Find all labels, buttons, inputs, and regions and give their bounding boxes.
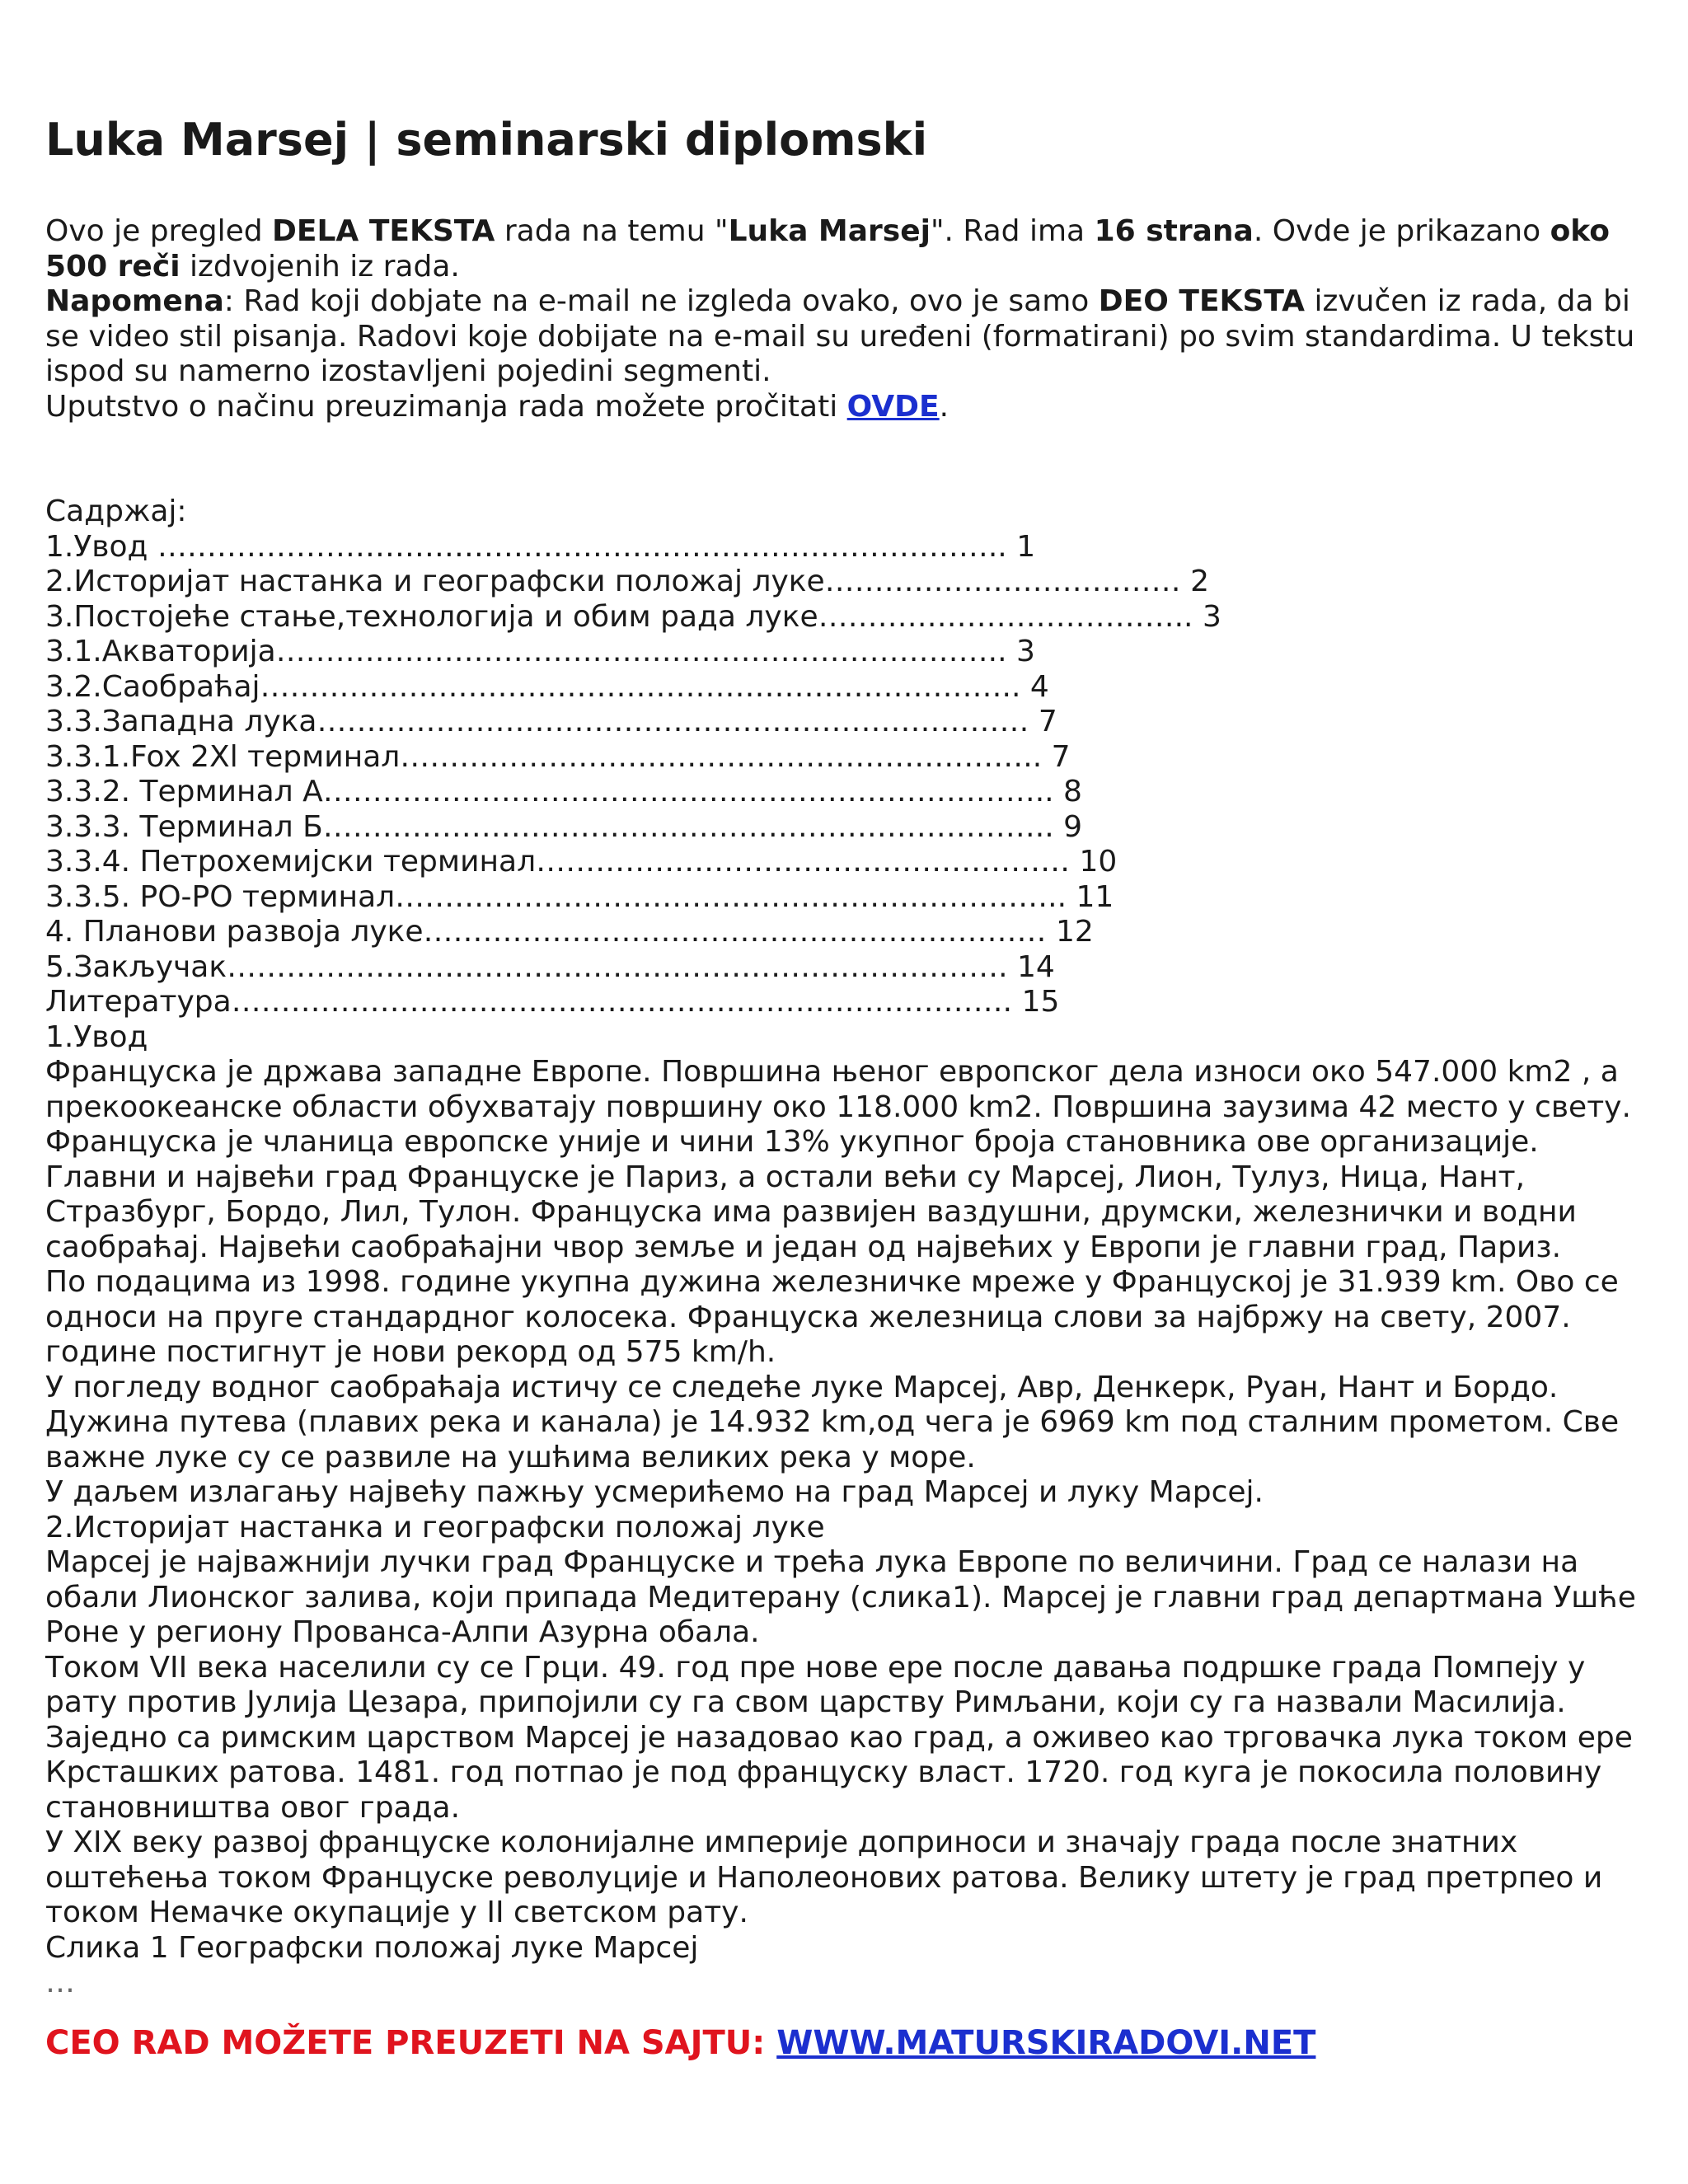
toc-item: 3.3.2. Терминал А……………………………………………………………….. 8 <box>45 775 1082 808</box>
toc-item: 3.Постојеће стање,технологија и обим рада луке……………………………….. 3 <box>45 599 1221 634</box>
instructions-paragraph <box>45 390 1643 425</box>
intro-text: ". Rad ima <box>930 214 1095 248</box>
body-paragraph: Током VII века населили су се Грци. 49. год пре нове ере после давања подршке града Помпеју у рату против Јулија Цезара, припојили су га свом царству Римљани, који су га назвали Масилија. Заједно са римским царством Марсеј је назадовао као град, а оживео као трговачка лука током ере Крсташких ратова. 1481. год потпао је под француску власт. 1720. год куга је покосила половину становништва овог града. <box>45 1650 1633 1825</box>
site-link[interactable]: WWW.MATURSKIRADOVI.NET <box>776 2023 1316 2062</box>
toc-item: 3.3.Западна лука……………………………………………………………… 7 <box>45 705 1057 738</box>
toc-item: Литература……………………………………………………………………. 15 <box>45 985 1060 1019</box>
intro-bold: DELA TEKSTA <box>272 214 495 248</box>
toc-item: 3.3.1.Fox 2Xl терминал……………………………………………………….. 7 <box>45 739 1071 774</box>
intro-bold: oko 500 reči <box>45 214 1611 284</box>
toc-item: 1.Увод ………………………………………………………………………….. 1 <box>45 529 1036 564</box>
toc-item: 3.3.5. РО-РО терминал………………………………………………………….. 11 <box>45 879 1114 914</box>
intro-text: . Ovde je prikazano <box>1253 214 1550 248</box>
intro-text: izdvojenih iz rada. <box>180 249 460 284</box>
table-of-contents <box>45 494 1643 1020</box>
body-paragraph: Марсеј је најважнији лучки град Француске и трећа лука Европе по величини. Град се налази на обали Лионског залива, који припада Медитерану (слика1). Марсеј је главни град департмана Ушће Роне у региону Прованса-Алпи Азурна обала. <box>45 1545 1636 1649</box>
body-paragraph: У даљем излагању највећу пажњу усмерићемо на град Марсеј и луку Марсеј. <box>45 1475 1264 1509</box>
body-paragraph: У XIX веку развој француске колонијалне империје доприноси и значају града после знатних оштећења током Француске револуције и Наполеонових ратова. Велику штету је град претрпео и током Немачке окупације у II светском рату. <box>45 1825 1603 1929</box>
body-paragraph: Главни и највећи град Француске је Париз, а остали већи су Марсеј, Лион, Тулуз, Ница, Нант, Стразбург, Бордо, Лил, Тулон. Француска има развијен ваздушни, друмски, железнички и водни саобраћај. Највећи саобраћајни чвор земље и један од највећих у Европи је главни град, Париз. <box>45 1160 1577 1264</box>
toc-item: 2.Историјат настанка и географски положај луке……………………………… 2 <box>45 565 1209 598</box>
note-text: : Rad koji dobjate na e-mail ne izgleda ovako, ovo je samo <box>223 284 1099 318</box>
toc-item: 3.1.Акваторија……………………………………………………………….. 3 <box>45 635 1035 668</box>
intro-bold: Luka Marsej <box>728 214 931 248</box>
section-heading: 1.Увод <box>45 1019 148 1054</box>
body-paragraph: У погледу водног саобраћаја истичу се следеће луке Марсеј, Авр, Денкерк, Руан, Нант и Бордо. Дужина путева (плавих река и канала) је 14.932 km,од чега је 6969 km под сталним прометом. Све важне луке су се развиле на ушћима великих река у море. <box>45 1370 1620 1474</box>
intro-bold: 16 strana <box>1094 214 1254 248</box>
toc-item: 3.3.4. Петрохемијски терминал……………………………………………… 10 <box>45 845 1118 879</box>
instructions-text: Uputstvo o načinu preuzimanja rada možete pročitati <box>45 389 847 424</box>
download-notice <box>45 2022 1643 2064</box>
download-notice-text: CEO RAD MOŽETE PREUZETI NA SAJTU: <box>45 2023 777 2062</box>
figure-caption: Слика 1 Географски положај луке Марсеј <box>45 1930 699 1965</box>
intro-section <box>45 214 1643 424</box>
toc-item: 3.3.3. Терминал Б……………………………………………………………….. 9 <box>45 809 1083 844</box>
spacer <box>45 424 1643 494</box>
section-heading: 2.Историјат настанка и географски положај луке <box>45 1510 825 1544</box>
ovde-link[interactable]: OVDE <box>846 389 940 424</box>
toc-item: 5.Закључак……………………………………………………………………. 14 <box>45 949 1055 984</box>
page-title: Luka Marsej | seminarski diplomski <box>45 114 928 166</box>
toc-item: 3.2.Саобраћај………………………………………………………………….. 4 <box>45 669 1049 704</box>
omitted-text-marker: … <box>45 1966 75 1999</box>
instructions-text: . <box>939 389 950 424</box>
intro-paragraph <box>45 214 1643 284</box>
note-text: izvučen iz rada, da bi se video stil pisanja. Radovi koje dobijate na e-mail su uređeni (formatirani) po svim standardima. U tekstu ispod su namerno izostavljeni pojedini segmenti. <box>45 284 1635 388</box>
note-bold: DEO TEKSTA <box>1098 284 1305 318</box>
body-text <box>45 1020 1643 2001</box>
note-label: Napomena <box>45 284 224 318</box>
body-paragraph: Француска је држава западне Европе. Површина њеног европског дела износи око 547.000 km2 , а прекоокеанске области обухватају површину око 118.000 km2. Површина заузима 42 место у свету. Француска је чланица европске уније и чини 13% укупног броја становника ове организације. <box>45 1055 1631 1159</box>
note-paragraph <box>45 284 1643 390</box>
body-paragraph: По подацима из 1998. године укупна дужина железничке мреже у Француској је 31.939 km. Ово се односи на пруге стандардног колосека. Француска железница слови за најбржу на свету, 2007. године постигнут је нови рекорд од 575 km/h. <box>45 1265 1619 1369</box>
intro-text: rada na temu " <box>495 214 729 248</box>
intro-text: Ovo je pregled <box>45 214 273 248</box>
toc-heading: Садржај: <box>45 494 187 528</box>
toc-item: 4. Планови развоја луке……………………………………………………… 12 <box>45 915 1094 949</box>
